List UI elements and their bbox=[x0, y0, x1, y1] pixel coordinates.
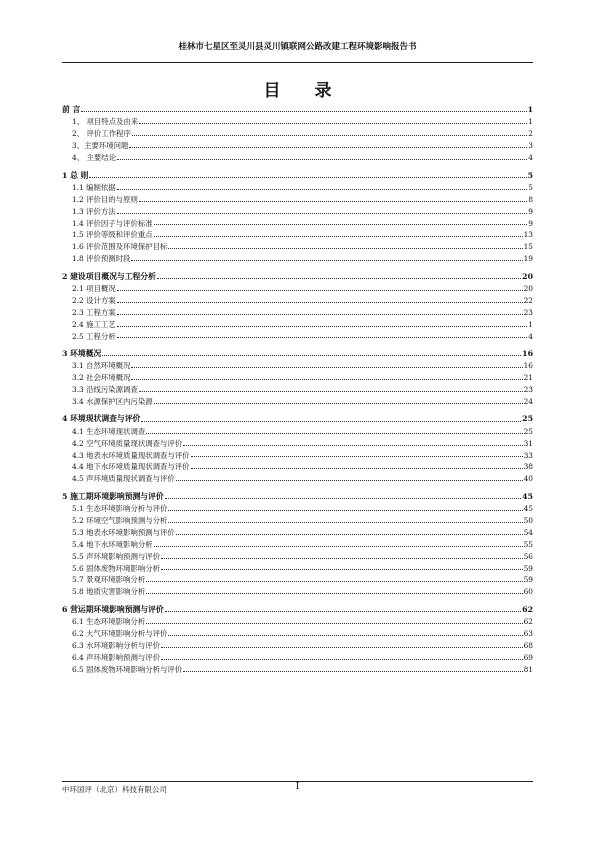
toc-entry-page: 4 bbox=[528, 153, 533, 163]
running-header: 桂林市七星区至灵川县灵川镇联网公路改建工程环境影响报告书 bbox=[178, 42, 417, 52]
toc-entry-title: 1.8 评价预测时段 bbox=[72, 254, 131, 264]
toc-entry-page: 68 bbox=[523, 640, 533, 650]
toc-section-entry[interactable] bbox=[62, 215, 533, 227]
toc-entry-page: 33 bbox=[523, 450, 533, 460]
toc-entry-title: 5.5 声环境影响预测与评价 bbox=[72, 551, 161, 561]
toc-leader-dots bbox=[131, 367, 522, 368]
toc-leader-dots bbox=[154, 224, 528, 225]
toc-entry-title: 5.6 固体废物环境影响分析 bbox=[72, 563, 161, 573]
toc-leader-dots bbox=[168, 510, 522, 511]
toc-chapter-entry[interactable] bbox=[62, 167, 533, 179]
toc-section-entry[interactable] bbox=[62, 584, 533, 596]
toc-leader-dots bbox=[176, 534, 523, 535]
toc-section-entry[interactable] bbox=[62, 536, 533, 548]
toc-entry-title: 3、主要环境问题 bbox=[72, 141, 129, 151]
toc-entry-title: 4 环境现状调查与评价 bbox=[62, 414, 141, 424]
toc-entry-page: 15 bbox=[523, 242, 533, 252]
toc-section-entry[interactable] bbox=[62, 239, 533, 251]
toc-section-entry[interactable] bbox=[62, 637, 533, 649]
toc-entry-page: 38 bbox=[523, 462, 533, 472]
toc-section-entry[interactable] bbox=[62, 471, 533, 483]
toc-section-entry[interactable] bbox=[62, 126, 533, 138]
toc-entry-title: 4.2 空气环境质量现状调查与评价 bbox=[72, 438, 183, 448]
toc-entry-title: 2 建设项目概况与工程分析 bbox=[62, 271, 156, 281]
toc-section-entry[interactable] bbox=[62, 393, 533, 405]
toc-entry-title: 6.3 水环境影响分析与评价 bbox=[72, 640, 161, 650]
toc-section-entry[interactable] bbox=[62, 179, 533, 191]
toc-section-entry[interactable] bbox=[62, 649, 533, 661]
toc-leader-dots bbox=[117, 159, 527, 160]
toc-entry-title: 1.3 评价方法 bbox=[72, 206, 116, 216]
toc-entry-title: 3.3 沿线污染源调查 bbox=[72, 385, 138, 395]
toc-leader-dots bbox=[129, 147, 527, 148]
toc-entry-title: 2.5 工程分析 bbox=[72, 331, 116, 341]
toc-entry-page: 1 bbox=[527, 105, 533, 115]
toc-leader-dots bbox=[146, 581, 522, 582]
toc-entry-page: 4 bbox=[528, 331, 533, 341]
toc-entry-page: 2 bbox=[528, 129, 533, 139]
toc-chapter-entry[interactable] bbox=[62, 102, 533, 114]
toc-leader-dots bbox=[139, 123, 527, 124]
toc-entry-title: 1 总 则 bbox=[62, 170, 89, 180]
toc-section-entry[interactable] bbox=[62, 150, 533, 162]
toc-section-entry[interactable] bbox=[62, 501, 533, 513]
toc-entry-title: 2.1 项目概况 bbox=[72, 283, 116, 293]
toc-entry-title: 3.4 水源保护区内污染源 bbox=[72, 396, 153, 406]
toc-entry-page: 16 bbox=[523, 361, 533, 371]
toc-entry-title: 1.2 评价目的与原则 bbox=[72, 194, 138, 204]
toc-entry-page: 62 bbox=[523, 617, 533, 627]
toc-chapter-entry[interactable] bbox=[62, 411, 533, 423]
toc-entry-title: 6.1 生态环境影响分析 bbox=[72, 617, 146, 627]
toc-entry-title: 5.3 地表水环境影响预测与评价 bbox=[72, 527, 175, 537]
toc-entry-page: 9 bbox=[528, 206, 533, 216]
header-rule bbox=[62, 62, 533, 63]
toc-entry-title: 1.6 评价范围及环境保护目标 bbox=[72, 242, 168, 252]
toc-leader-dots bbox=[154, 236, 523, 237]
toc-entry-page: 59 bbox=[523, 575, 533, 585]
toc-section-entry[interactable] bbox=[62, 280, 533, 292]
toc-leader-dots bbox=[117, 326, 528, 327]
toc-entry-page: 5 bbox=[528, 182, 533, 192]
toc-section-entry[interactable] bbox=[62, 614, 533, 626]
toc-leader-dots bbox=[176, 480, 523, 481]
toc-chapter-entry[interactable] bbox=[62, 269, 533, 281]
toc-entry-title: 6.4 声环境影响预测与评价 bbox=[72, 652, 161, 662]
toc-entry-title: 4、 主要结论 bbox=[72, 153, 117, 163]
toc-entry-title: 2.2 设计方案 bbox=[72, 295, 116, 305]
toc-leader-dots bbox=[139, 201, 527, 202]
toc-entry-page: 20 bbox=[522, 271, 533, 281]
toc-entry-page: 16 bbox=[522, 349, 533, 359]
toc-entry-page: 45 bbox=[523, 504, 533, 514]
toc-section-entry[interactable] bbox=[62, 560, 533, 572]
toc-section-entry[interactable] bbox=[62, 524, 533, 536]
toc-leader-dots bbox=[157, 278, 521, 279]
toc-leader-dots bbox=[117, 189, 528, 190]
toc-section-entry[interactable] bbox=[62, 661, 533, 673]
toc-leader-dots bbox=[146, 593, 522, 594]
toc-entry-page: 31 bbox=[523, 438, 533, 448]
toc-entry-page: 45 bbox=[522, 491, 533, 501]
toc-entry-page: 69 bbox=[523, 652, 533, 662]
toc-entry-page: 9 bbox=[528, 218, 533, 228]
toc-section-entry[interactable] bbox=[62, 572, 533, 584]
toc-section-entry[interactable] bbox=[62, 626, 533, 638]
toc-leader-dots bbox=[183, 671, 522, 672]
toc-entry-page: 1 bbox=[528, 117, 533, 127]
toc-section-entry[interactable] bbox=[62, 358, 533, 370]
toc-leader-dots bbox=[146, 433, 522, 434]
toc-section-entry[interactable] bbox=[62, 423, 533, 435]
toc-entry-title: 2、 评价工作程序 bbox=[72, 129, 131, 139]
toc-leader-dots bbox=[132, 135, 528, 136]
toc-entry-page: 5 bbox=[527, 170, 533, 180]
toc-leader-dots bbox=[165, 611, 521, 612]
toc-entry-page: 23 bbox=[523, 385, 533, 395]
toc-entry-title: 6.5 固体废物环境影响分析与评价 bbox=[72, 664, 183, 674]
toc-entry-page: 8 bbox=[528, 194, 533, 204]
toc-leader-dots bbox=[191, 468, 523, 469]
toc-leader-dots bbox=[154, 546, 523, 547]
toc-entry-page: 60 bbox=[523, 587, 533, 597]
toc-section-entry[interactable] bbox=[62, 459, 533, 471]
toc-section-entry[interactable] bbox=[62, 304, 533, 316]
toc-entry-title: 3.2 社会环境概况 bbox=[72, 373, 131, 383]
toc-entry-title: 5.2 环境空气影响预测与分析 bbox=[72, 515, 168, 525]
toc-entry-title: 5.4 地下水环境影响分析 bbox=[72, 539, 153, 549]
toc-leader-dots bbox=[183, 445, 522, 446]
footer-company: 中环国评（北京）科技有限公司 bbox=[62, 785, 167, 794]
toc-leader-dots bbox=[161, 569, 523, 570]
toc-entry-page: 3 bbox=[528, 141, 533, 151]
toc-entry-page: 55 bbox=[523, 539, 533, 549]
toc-entry-page: 50 bbox=[523, 515, 533, 525]
toc-leader-dots bbox=[117, 302, 523, 303]
toc-entry-page: 81 bbox=[523, 664, 533, 674]
toc-entry-title: 6 营运期环境影响预测与评价 bbox=[62, 604, 164, 614]
toc-entry-title: 4.5 声环境质量现状调查与评价 bbox=[72, 474, 175, 484]
toc-section-entry[interactable] bbox=[62, 370, 533, 382]
toc-section-entry[interactable] bbox=[62, 251, 533, 263]
toc-leader-dots bbox=[131, 260, 522, 261]
toc-section-entry[interactable] bbox=[62, 191, 533, 203]
toc-entry-title: 3.1 自然环境概况 bbox=[72, 361, 131, 371]
toc-leader-dots bbox=[161, 659, 523, 660]
toc-section-entry[interactable] bbox=[62, 114, 533, 126]
toc-entry-title: 2.3 工程方案 bbox=[72, 307, 116, 317]
toc-entry-page: 25 bbox=[523, 426, 533, 436]
toc-entry-title: 2.4 施工工艺 bbox=[72, 319, 116, 329]
toc-chapter-entry[interactable] bbox=[62, 602, 533, 614]
toc-entry-page: 59 bbox=[523, 563, 533, 573]
toc-section-entry[interactable] bbox=[62, 447, 533, 459]
toc-entry-page: 19 bbox=[523, 254, 533, 264]
toc-leader-dots bbox=[131, 379, 522, 380]
toc-entry-page: 20 bbox=[523, 283, 533, 293]
toc-leader-dots bbox=[89, 177, 526, 178]
toc-leader-dots bbox=[191, 456, 523, 457]
toc-leader-dots bbox=[117, 314, 523, 315]
toc-entry-page: 1 bbox=[528, 319, 533, 329]
toc-section-entry[interactable] bbox=[62, 316, 533, 328]
toc-entry-page: 54 bbox=[523, 527, 533, 537]
toc-section-entry[interactable] bbox=[62, 328, 533, 340]
toc-entry-title: 1、 项目特点及由来 bbox=[72, 117, 139, 127]
toc-entry-page: 25 bbox=[522, 414, 533, 424]
toc-entry-page: 21 bbox=[523, 373, 533, 383]
toc-leader-dots bbox=[117, 290, 523, 291]
toc-entry-page: 62 bbox=[522, 604, 533, 614]
toc-entry-page: 56 bbox=[523, 551, 533, 561]
toc-entry-title: 4.3 地表水环境质量现状调查与评价 bbox=[72, 450, 190, 460]
toc-leader-dots bbox=[102, 355, 521, 356]
toc-leader-dots bbox=[165, 498, 521, 499]
toc-leader-dots bbox=[161, 558, 523, 559]
toc-section-entry[interactable] bbox=[62, 513, 533, 525]
toc-section-entry[interactable] bbox=[62, 382, 533, 394]
toc-section-entry[interactable] bbox=[62, 292, 533, 304]
toc-entry-title: 前 言 bbox=[62, 105, 81, 115]
toc-leader-dots bbox=[168, 635, 522, 636]
toc-leader-dots bbox=[81, 111, 526, 112]
toc-entry-page: 22 bbox=[523, 295, 533, 305]
toc-entry-title: 1.5 评价等级和评价重点 bbox=[72, 230, 153, 240]
toc-leader-dots bbox=[117, 337, 528, 338]
toc-entry-title: 5.7 景观环境影响分析 bbox=[72, 575, 146, 585]
toc-chapter-entry[interactable] bbox=[62, 346, 533, 358]
toc-entry-title: 5 施工期环境影响预测与评价 bbox=[62, 491, 164, 501]
toc-leader-dots bbox=[146, 623, 522, 624]
table-of-contents bbox=[62, 102, 533, 673]
toc-leader-dots bbox=[141, 421, 521, 422]
toc-leader-dots bbox=[139, 391, 523, 392]
toc-entry-page: 24 bbox=[523, 396, 533, 406]
toc-section-entry[interactable] bbox=[62, 138, 533, 150]
toc-entry-page: 23 bbox=[523, 307, 533, 317]
toc-entry-page: 63 bbox=[523, 629, 533, 638]
toc-section-entry[interactable] bbox=[62, 435, 533, 447]
toc-entry-title: 5.8 地质灾害影响分析 bbox=[72, 587, 146, 597]
toc-entry-title: 4.1 生态环境现状调查 bbox=[72, 426, 146, 436]
toc-title: 目 录 bbox=[263, 81, 346, 101]
toc-leader-dots bbox=[161, 647, 523, 648]
toc-leader-dots bbox=[154, 403, 523, 404]
toc-entry-page: 40 bbox=[523, 474, 533, 484]
toc-entry-title: 6.2 大气环境影响分析与评价 bbox=[72, 629, 168, 638]
toc-entry-title: 4.4 地下水环境质量现状调查与评价 bbox=[72, 462, 190, 472]
toc-entry-page: 13 bbox=[523, 230, 533, 240]
toc-section-entry[interactable] bbox=[62, 203, 533, 215]
toc-entry-title: 3 环境概况 bbox=[62, 349, 102, 359]
footer-page-number: I bbox=[295, 782, 300, 792]
toc-leader-dots bbox=[168, 522, 522, 523]
toc-leader-dots bbox=[168, 248, 522, 249]
toc-section-entry[interactable] bbox=[62, 227, 533, 239]
toc-entry-title: 5.1 生态环境影响分析与评价 bbox=[72, 504, 168, 514]
toc-leader-dots bbox=[117, 213, 528, 214]
toc-section-entry[interactable] bbox=[62, 548, 533, 560]
toc-entry-title: 1.4 评价因子与评价标准 bbox=[72, 218, 153, 228]
toc-entry-title: 1.1 编制依据 bbox=[72, 182, 116, 192]
toc-chapter-entry[interactable] bbox=[62, 489, 533, 501]
